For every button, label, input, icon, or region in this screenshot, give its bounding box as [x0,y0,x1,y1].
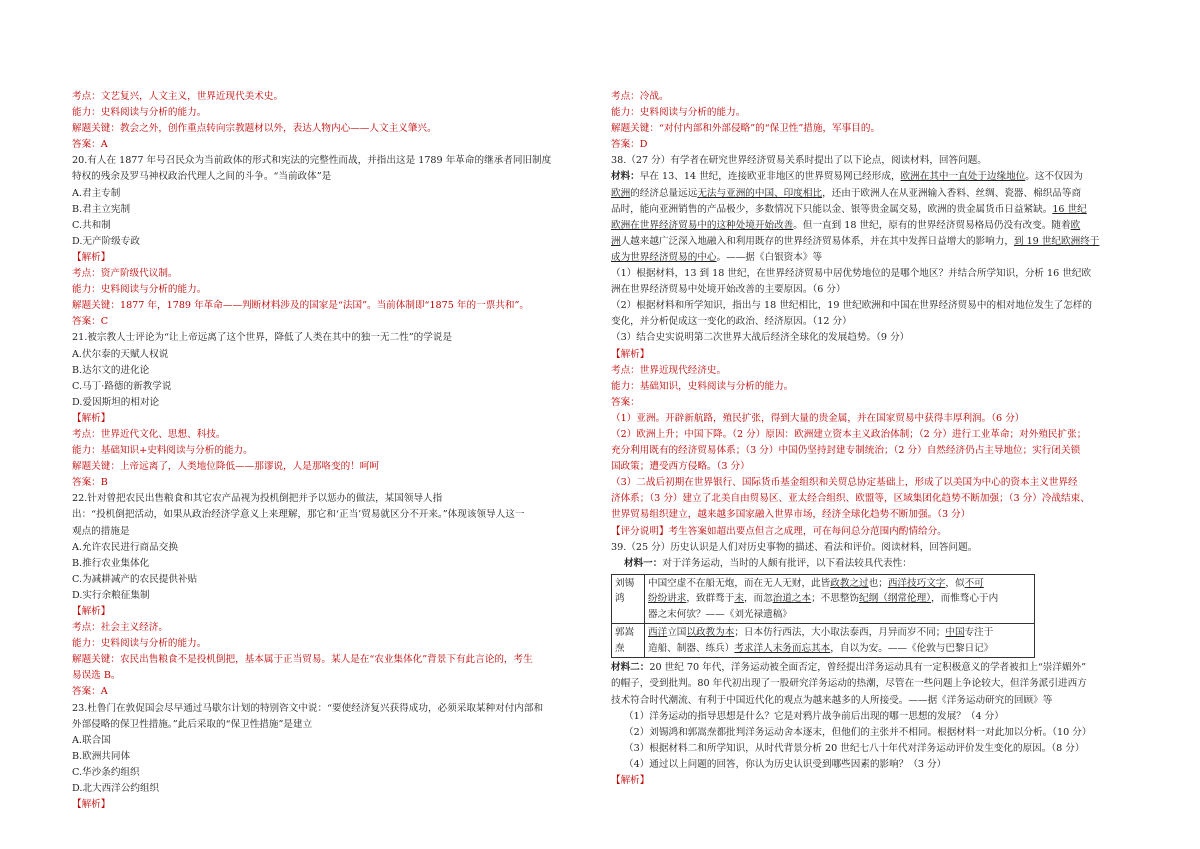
q38-sub1-line1: （1）根据材料，13 到 18 世纪，在世界经济贸易中居优势地位的是哪个地区？并结合所学知识，分析 16 世纪欧 [611,268,1092,280]
q22-guanjian-line2: 易误选 B。 [72,670,121,682]
q38-sub1-line2: 洲在世界经济贸易中处境开始改善的主要原因。（6 分） [611,284,846,296]
row1-cu: 不可 [964,577,984,589]
q38-answer3-line1: （3）二战后初期在世界银行、国际货币基金组织和关贸总协定基础上，形成了以美国为中心的资本主义世界经 [611,477,1078,489]
q23-kaodian: 考点：冷战。 [611,91,669,102]
q23-stem-line2: 外部侵略的保卫性措施。”此后采取的“保卫性措施”是建立 [72,718,313,730]
q19-kaodian: 考点：文艺复兴，人文主义，世界近现代美术史。 [72,91,284,102]
q38-m6a: 成为世界经济贸易的中心 [611,251,717,263]
q22-option-a: A.允许农民进行商品交换 [72,541,178,553]
row2-c: ；日本仿行西法，大小取法泰西，月异而岁不同； [734,627,946,639]
q21-answer: 答案：B [72,477,108,489]
q38-scoring-note: 【评分说明】考生答案如超出要点但言之成理，可在每问总分范围内酌情给分。 [611,525,947,537]
q23-stem-line1: 23.杜鲁门在敦促国会尽早通过马歇尔计划的特别咨文中说：“要使经济复兴获得成功，必须采取某种对付内部和 [72,702,544,714]
q21-nengli: 能力：基础知识+史料阅读与分析的能力。 [72,445,253,457]
q39-jiexi: 【解析】 [611,774,650,786]
q38-m5a: 洲 [611,235,621,247]
q21-option-c: C.马丁·路德的新教学说 [72,380,172,392]
q38-answer2-line1: （2）欧洲上升；中国下降。（2 分）原因：欧洲建立资本主义政治体制；（2 分）进行工业革命；对外殖民扩张； [611,428,1087,440]
row1-c: ，似 [945,577,965,589]
q38-stem: 38.（27 分）有学者在研究世界经济贸易关系时提出了以下论点，阅读材料，回答问题。 [611,155,987,167]
q20-stem-line2: 特权的残余及罗马神权政治代理人之间的斗争。“当前政体”是 [72,171,332,183]
q38-m3u: 16 世纪 [1052,203,1087,215]
q38-sub2-line1: （2）根据材料和所学知识，指出与 18 世纪相比，19 世纪欧洲和中国在世界经济贸易中的相对地位发生了怎样的 [611,300,1092,312]
q38-material-line5 [611,234,1100,250]
q39-material1-table [611,574,1035,659]
q22-jiexi: 【解析】 [72,606,111,617]
q23-guanjian: 解题关键：“对付内部和外部侵略”的“保卫性”措施，军事目的。 [611,123,881,135]
row1-line3: 器之末何欤？——《刘光禄遗稿》 [648,608,792,620]
q21-option-d: D.爱因斯坦的相对论 [72,396,160,408]
row2-d: 专注于 [964,627,994,639]
q39-material2-line3: 技术符合时代潮流、有利于中国近代化的观点为越来越多的人所接受。——据《洋务运动研究的回顾》等 [611,694,1053,706]
q38-sub3: （3）结合史实说明第二次世界大战后经济全球化的发展趋势。（9 分） [611,332,910,344]
q39-material1-label: 材料一： [624,557,663,569]
q23-option-a: A.联合国 [72,734,111,746]
q38-answer2-line3: 国政策；遭受西方侵略。（3 分） [611,461,750,473]
q38-m1b: 欧洲在其中一直处于边缘地位 [900,171,1026,183]
q20-option-a: A.君主专制 [72,187,121,199]
q38-material-line6 [611,250,1047,266]
q20-option-c: C.共和制 [72,219,111,231]
q21-stem: 21.被宗教人士评论为“让上帝远离了这个世界，降低了人类在其中的独一无二性”的学说是 [72,332,453,344]
row1-l2a: 纷纷讲求 [648,593,687,605]
q38-m2c: 无法与亚洲的中国、印度相比 [697,187,823,199]
q21-option-b: B.达尔文的进化论 [72,364,150,376]
q22-option-d: D.实行余粮征集制 [72,589,150,601]
q19-nengli: 能力：史料阅读与分析的能力。 [72,107,207,119]
row2-au: 以政教为本 [686,627,735,639]
row1-l2u: 末 [734,593,744,605]
q20-kaodian: 考点：资产阶级代议制。 [72,268,178,280]
q20-guanjian: 解题关键：1877 年，1789 年革命——判断材料涉及的国家是“法国”。当前体制即“1875 年的一票共和”。 [72,300,529,312]
q38-material-line2 [611,186,1082,202]
q20-answer: 答案：C [72,316,109,328]
q39-material1-intro [611,556,1047,572]
row2-line1 [648,625,1031,641]
row1-l2d: ；不思整饬 [811,593,860,605]
q21-option-a: A.伏尔泰的天赋人权说 [72,348,169,360]
row2-cu: 中国 [945,627,965,639]
row1-line1 [648,576,1031,592]
q22-stem-line3: 观点的措施是 [72,525,130,537]
right-column [611,89,1100,789]
q23-option-c: C.华沙条约组织 [72,766,140,778]
q38-jiexi: 【解析】 [611,348,650,360]
q20-nengli: 能力：史料阅读与分析的能力。 [72,284,207,296]
q22-nengli: 能力：史料阅读与分析的能力。 [72,638,207,650]
row1-person [612,574,645,624]
q21-kaodian: 考点：世界近代文化、思想、科技。 [72,428,226,440]
q23-jiexi: 【解析】 [72,799,111,811]
q23-nengli: 能力：史料阅读与分析的能力。 [611,107,746,119]
q39-material2-label: 材料二： [611,662,650,674]
q38-m5b: 人越来越广泛深入地融入和利用既存的世界经济贸易体系，并在其中发挥日益增大的影响力， [620,235,1014,247]
q38-material-line1 [611,169,1083,185]
row2-l2b: ，自以为安。——《伦敦与巴黎日记》 [830,642,994,654]
q38-material-line3 [611,202,1087,218]
row1-l2u3: 纪纲（纲常伦理） [859,593,932,605]
row1-a: 中国空虚不在船无炮，而在无人无财，此皆 [648,577,831,589]
q39-material2-line2: 的帽子，受到批判。80 年代初出现了一股研究洋务运动的热潮，尽管在一些问题上争论较大，但洋务派引进西方 [611,678,1087,690]
q38-m5c: 到 19 世纪欧洲终于 [1013,235,1100,247]
row2-person-part1: 郭嵩 [615,627,635,639]
row1-bu: 西洋技巧文字 [887,577,946,589]
table-row [612,624,1035,658]
q22-answer: 答案：A [72,686,108,698]
q21-jiexi: 【解析】 [72,412,111,424]
row1-au: 政教之过 [830,577,869,589]
q39-m2a: 20 世纪 70 年代，洋务运动被全面否定，曾经提出洋务运动具有一定积极意义的学者被扣上“崇洋媚外” [649,662,1087,674]
q39-material2-line1 [611,660,1087,676]
row2-b: 立国 [667,627,687,639]
q20-option-b: B.君主立宪制 [72,203,131,215]
row2-person [612,624,645,658]
q38-material-label: 材料： [611,171,640,183]
q38-m2d: ，还由于欧洲人在从亚洲输入香料、丝绸、瓷器、棉织品等商 [822,187,1082,199]
row1-l2e: ，而惟骛心于内 [931,593,999,605]
q39-material1-text: 对于洋务运动，当时的人颇有批评，以下看法较具代表性： [662,557,912,569]
row1-l2b: ，致群骛于 [686,593,735,605]
q38-answer-label: 答案： [611,396,640,408]
row1-l2c: ，而忽 [743,593,773,605]
q22-option-b: B.推行农业集体化 [72,557,150,569]
q38-m1a: 早在 13、14 世纪，连接欧亚非地区的世界贸易网已经形成， [639,171,901,183]
row2-l2a: 造船、制器、练兵） [648,642,735,654]
row2-a: 西洋 [648,627,668,639]
q38-answer3-line3: 世界贸易组织建立，越来越多国家融入世界市场，经济全球化趋势不断加强。（3 分） [611,509,971,521]
q38-kaodian: 考点：世界近现代经济史。 [611,364,727,376]
q19-answer: 答案：A [72,139,108,151]
q20-option-d: D.无产阶级专政 [72,235,140,247]
row2-person-part2: 焘 [615,642,625,654]
q38-m4b: 。但一直到 18 世纪，原有的世界经济贸易格局仍没有改变。随着 [793,219,1071,231]
q39-sub3: （3）根据材料二和所学知识，从时代背景分析 20 世纪七八十年代对洋务运动评价发生变化的原因。（8 分） [624,742,1085,754]
q39-sub4: （4）通过以上问题的回答，你认为历史认识受到哪些因素的影响？（3 分） [624,758,947,770]
q22-guanjian-line1: 解题关键：农民出售粮食不是投机倒把，基本属于正当贸易。某人是在“农业集体化”背景下有此言论的，考生 [72,654,533,666]
q38-m6b: 。——据《白银资本》等 [716,251,823,263]
q38-answer1: （1）亚洲。开辟新航路，殖民扩张，得到大量的贵金属，并在国家贸易中获得丰厚利润。（6 分） [611,412,1025,424]
row2-line2 [648,641,1031,657]
q39-stem: 39.（25 分）历史认识是人们对历史事物的描述、看法和评价。阅读材料，回答问题。 [611,541,978,553]
q23-option-d: D.北大西洋公约组织 [72,783,160,795]
row1-line2 [648,591,1031,607]
q19-guanjian: 解题关键：教会之外，创作重点转向宗教题材以外，表达人物内心——人文主义肇兴。 [72,123,437,135]
row1-quote [645,574,1035,624]
q38-m2a: 欧洲 [611,187,631,199]
q38-nengli: 能力：基础知识，史料阅读与分析的能力。 [611,380,794,392]
row2-quote [645,624,1035,658]
row1-person-part1: 刘锡 [615,577,635,589]
q38-m1c: 。这不仅因为 [1025,171,1083,183]
q23-answer: 答案：D [611,139,648,151]
q22-kaodian: 考点：社会主义经济。 [72,622,168,634]
row1-person-part2: 鸿 [615,593,625,605]
q38-m4c: 欧 [1070,219,1081,231]
row1-l2u2: 治道之本 [772,593,812,605]
q38-m3: 品时，能向亚洲销售的产品极少，多数情况下只能以金、银等贵金属交易，欧洲的贵金属货币日益紧缺。 [611,203,1053,215]
q39-sub1: （1）洋务运动的指导思想是什么？它是对鸦片战争前后出现的哪一思想的发展？（4 分） [624,710,1004,722]
row1-b: 也； [868,577,888,589]
q21-guanjian: 解题关键：上帝远离了，人类地位降低——那谬说，人是那咯变的！呵呵 [72,461,379,473]
q22-stem-line1: 22.针对曾把农民出售粮食和其它农产品视为投机倒把并予以惩办的做法，某国领导人指 [72,493,443,505]
q39-sub2: （2）刘锡鸿和郭嵩焘都批判洋务运动舍本逐末，但他们的主张并不相同。根据材料一对此加以分析。（10 分） [624,726,1092,738]
q20-jiexi: 【解析】 [72,251,111,263]
q23-option-b: B.欧洲共同体 [72,750,131,762]
q38-answer2-line2: 充分利用既有的经济贸易体系；（3 分）中国仍坚持封建专制统治；（2 分）自然经济仍占主导地位；实行闭关锁 [611,445,1081,457]
table-row [612,574,1035,624]
q22-stem-line2: 出：“投机倒把活动，如果从政治经济学意义上来理解，那它和‘正当’贸易就区分不开来。”体现该领导人这一 [72,509,525,521]
q38-sub2-line2: 变化，并分析促成这一变化的政治、经济原因。（12 分） [611,316,852,328]
q38-m2b: 的经济总量远远 [630,187,698,199]
q22-option-c: C.为减耕减产的农民提供补贴 [72,573,198,585]
q20-stem-line1: 20.有人在 1877 年号召民众为当前政体的形式和宪法的完整性而战，并指出这是 1789 年革命的继承者同旧制度 [72,155,552,167]
q38-material-line4 [611,218,1081,234]
left-column [72,89,577,813]
row2-l2u: 考求洋人末务而忘其本 [734,642,831,654]
q38-m4a: 欧洲在世界经济贸易中的这种处境开始改善 [611,219,794,231]
q38-answer3-line2: 济体系；（3 分）建立了北美自由贸易区、亚太经合组织、欧盟等，区域集团化趋势不断加强；（3 分）冷战结束、 [611,493,1090,505]
